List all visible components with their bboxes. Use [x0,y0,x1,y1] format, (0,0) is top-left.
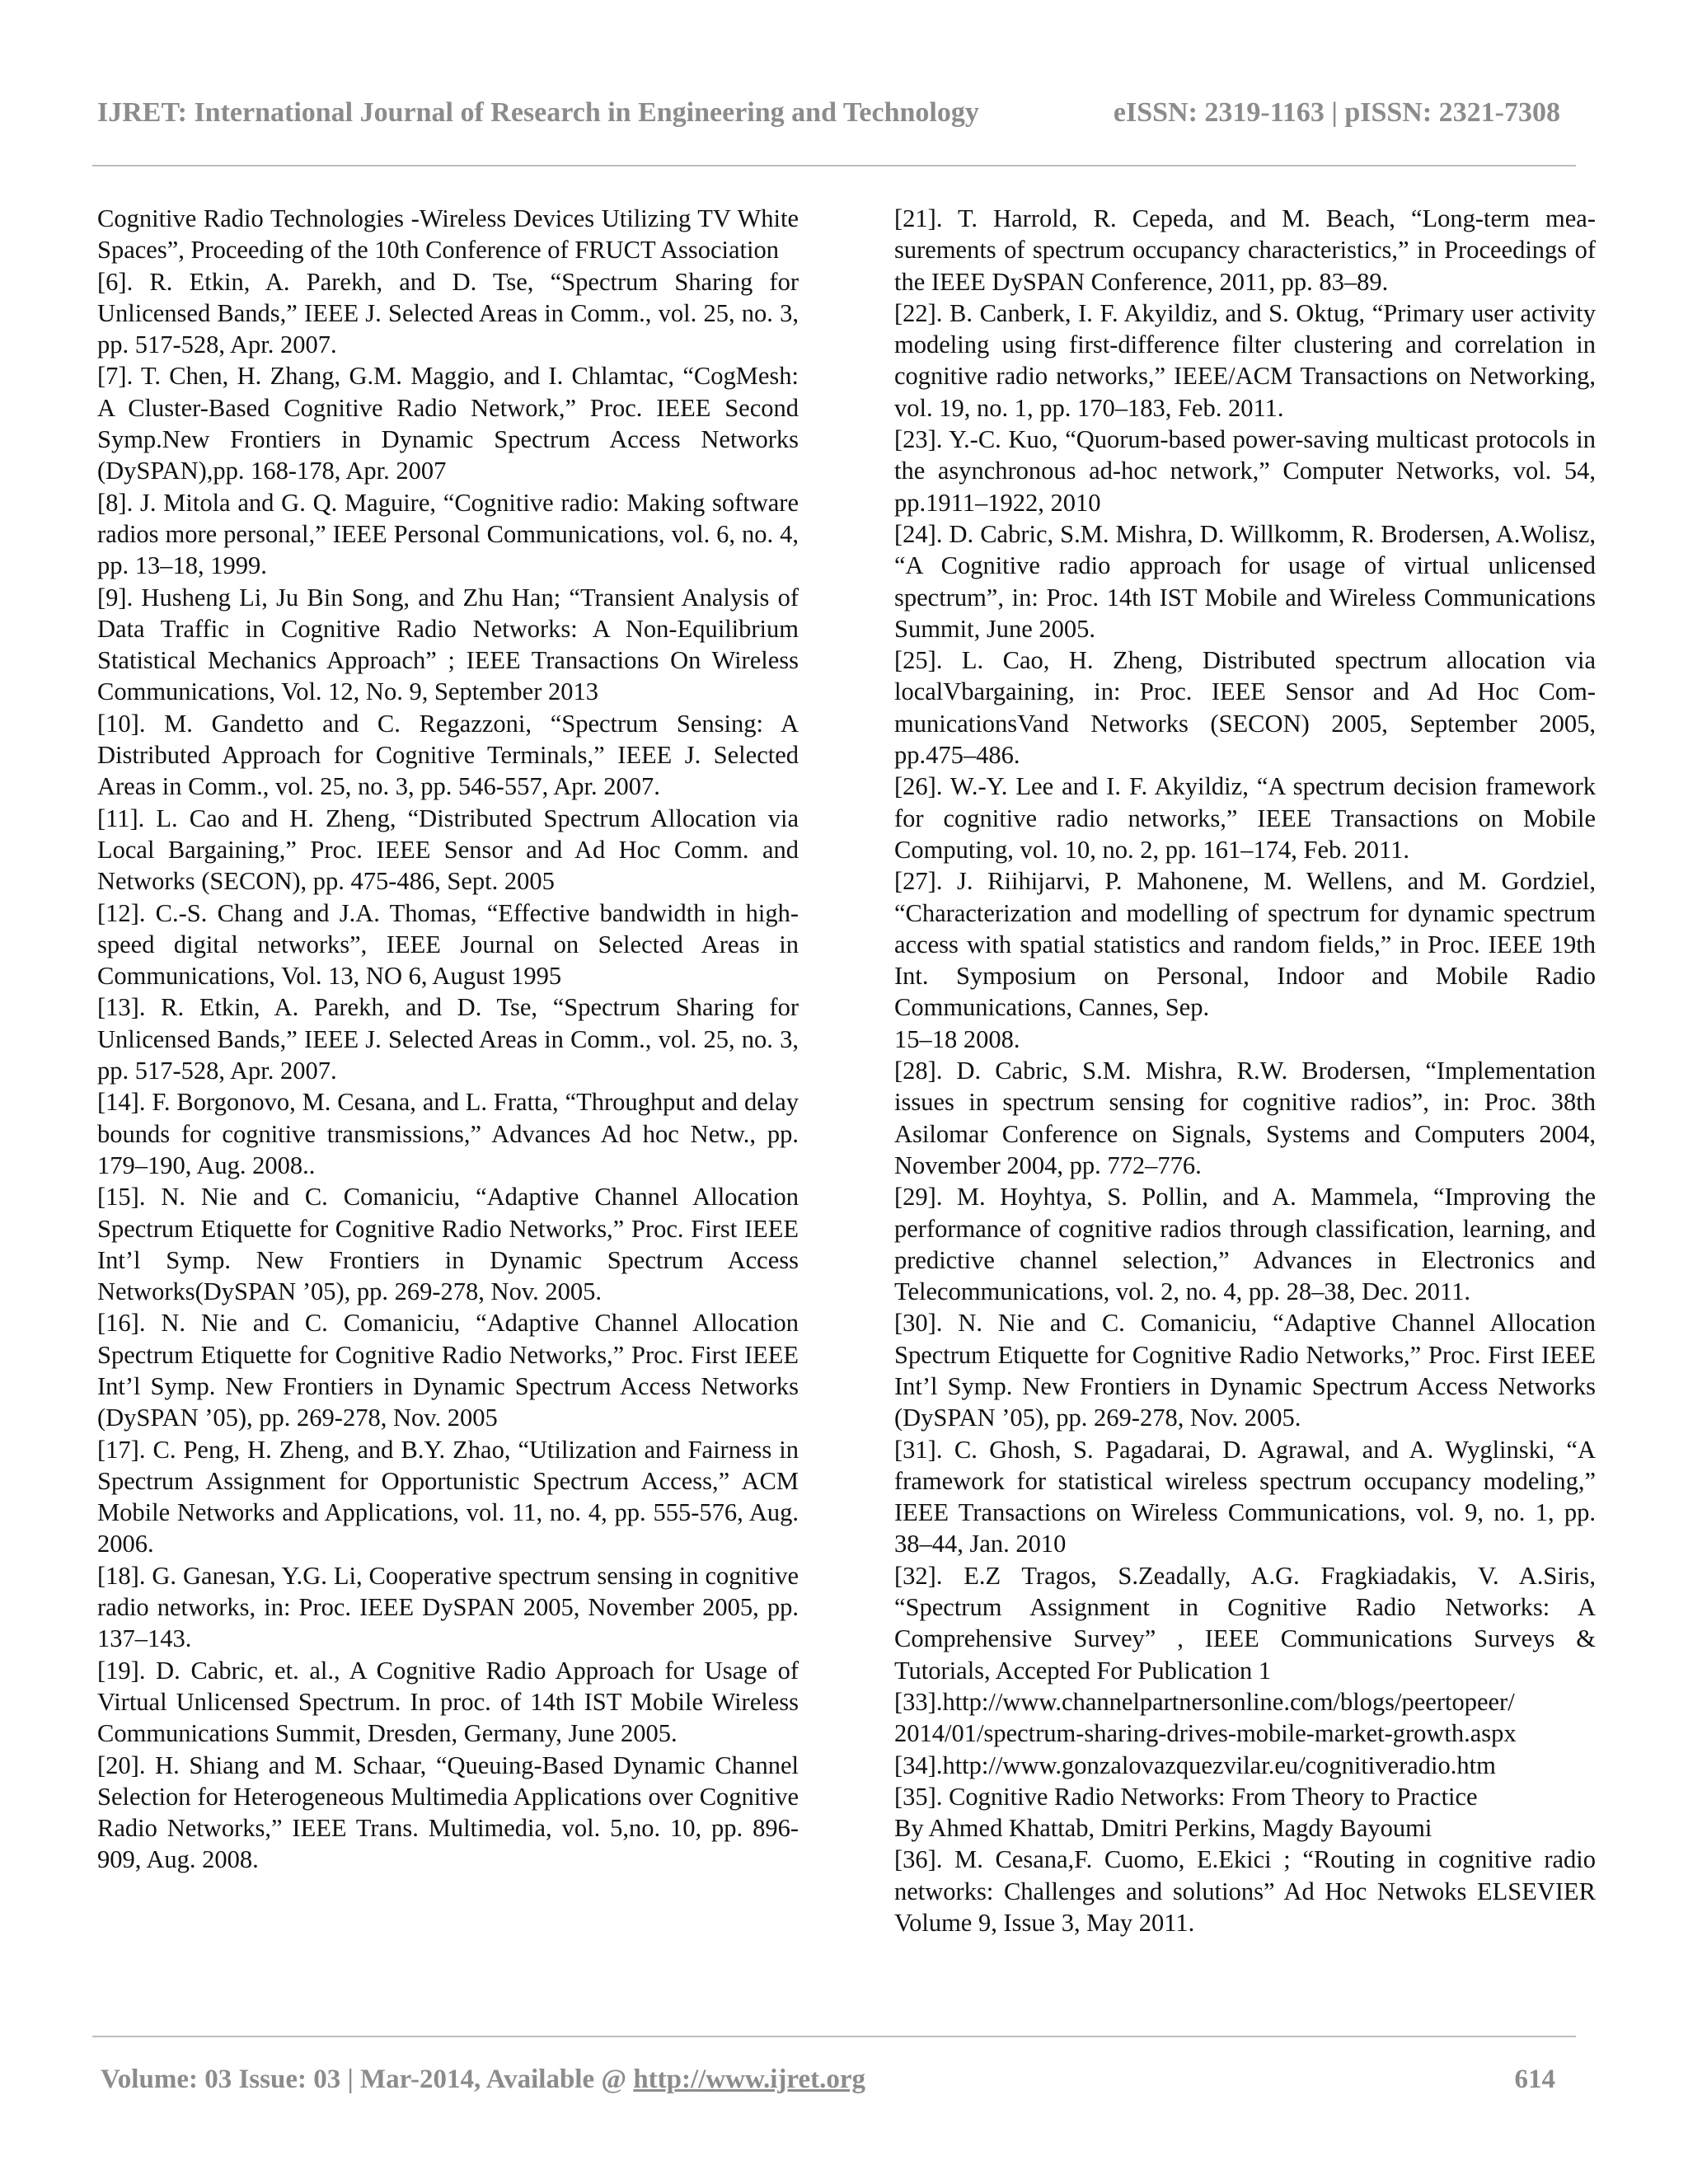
reference-item: [27]. J. Riihijarvi, P. Mahonene, M. Wellens, and M. Gordziel, “Characterization and modelling of spectrum for dynamic spectrum access with spatial statistics and random fields,” in Proc. IEEE 19th Int. Symposium on Personal, Indoor and Mobile Radio Communications, Cannes, Sep. [894,867,1596,1022]
reference-item: [19]. D. Cabric, et. al., A Cognitive Radio Approach for Usage of Virtual Unlicensed Spectrum. In proc. of 14th IST Mobile Wireless Communications Summit, Dresden, Germany, June 2005. [97,1656,799,1748]
reference-item: [30]. N. Nie and C. Comaniciu, “Adaptive Channel Allocation Spectrum Etiquette for Cognitive Radio Networks,” Proc. First IEEE Int’l Symp. New Frontiers in Dynamic Spectrum Access Networks (DySPAN ’05), pp. 269-278, Nov. 2005. [894,1309,1596,1432]
reference-item: [23]. Y.-C. Kuo, “Quorum-based power-saving multicast protocols in the asynchronous ad-hoc network,” Computer Networks, vol. 54, pp.1911–1922, 2010 [894,425,1596,517]
header-divider [92,165,1576,166]
reference-item: By Ahmed Khattab, Dmitri Perkins, Magdy Bayoumi [894,1814,1432,1843]
volume-text: Volume: 03 Issue: 03 | Mar-2014, Available @ [101,2064,634,2094]
reference-item: [34].http://www.gonzalovazquezvilar.eu/cognitiveradio.htm [894,1750,1496,1779]
reference-item: [22]. B. Canberk, I. F. Akyildiz, and S. Oktug, “Primary user activity modeling using first-difference filter clustering and correlation in cognitive radio networks,” IEEE/ACM Transactions on Networking, vol. 19, no. 1, pp. 170–183, Feb. 2011. [894,298,1596,422]
reference-item: [15]. N. Nie and C. Comaniciu, “Adaptive Channel Allocation Spectrum Etiquette for Cognitive Radio Networks,” Proc. First IEEE Int’l Symp. New Frontiers in Dynamic Spectrum Access Networks(DySPAN ’05), pp. 269-278, Nov. 2005. [97,1183,799,1306]
footer-divider [92,2036,1576,2037]
references-left-column [97,203,799,1876]
reference-item: [31]. C. Ghosh, S. Pagadarai, D. Agrawal, and A. Wyglinski, “A framework for statistical wireless spectrum occupancy modeling,” IEEE Transactions on Wireless Communications, vol. 9, no. 1, pp. 38–44, Jan. 2010 [894,1435,1596,1558]
reference-item: [32]. E.Z Tragos, S.Zeadally, A.G. Fragkiadakis, V. A.Siris, “Spectrum Assignment in Cognitive Radio Networks: A Comprehensive Survey” , IEEE Communications Surveys & Tutorials, Accepted For Publication 1 [894,1561,1596,1685]
reference-item: [36]. M. Cesana,F. Cuomo, E.Ekici ; “Routing in cognitive radio networks: Challenges and solutions” Ad Hoc Netwoks ELSEVIER Volume 9, Issue 3, May 2011. [894,1845,1596,1938]
reference-item: [6]. R. Etkin, A. Parekh, and D. Tse, “Spectrum Sharing for Unlicensed Bands,” IEEE J. Selected Areas in Comm., vol. 25, no. 3, pp. 517-528, Apr. 2007. [97,267,799,359]
reference-item: [7]. T. Chen, H. Zhang, G.M. Maggio, and I. Chlamtac, “CogMesh: A Cluster-Based Cognitive Radio Network,” Proc. IEEE Second Symp.New Frontiers in Dynamic Spectrum Access Networks (DySPAN),pp. 168-178, Apr. 2007 [97,362,799,485]
reference-item: Cognitive Radio Technologies -Wireless Devices Utilizing TV White Spaces”, Proceeding of the 10th Conference of FRUCT Association [97,204,799,265]
reference-item: [13]. R. Etkin, A. Parekh, and D. Tse, “Spectrum Sharing for Unlicensed Bands,” IEEE J. Selected Areas in Comm., vol. 25, no. 3, pp. 517-528, Apr. 2007. [97,993,799,1085]
reference-item: [16]. N. Nie and C. Comaniciu, “Adaptive Channel Allocation Spectrum Etiquette for Cognitive Radio Networks,” Proc. First IEEE Int’l Symp. New Frontiers in Dynamic Spectrum Access Networks (DySPAN ’05), pp. 269-278, Nov. 2005 [97,1309,799,1432]
reference-item: [25]. L. Cao, H. Zheng, Distributed spectrum allocation via localVbargaining, in: Proc. IEEE Sensor and Ad Hoc CommunicationsVand Networks (SECON) 2005, September 2005, pp.475–486. [894,646,1596,770]
reference-item: [35]. Cognitive Radio Networks: From Theory to Practice [894,1782,1478,1811]
reference-item: [33].http://www.channelpartnersonline.com/blogs/peertopeer/ 2014/01/spectrum-sharing-drives-mobile-market-growth.aspx [894,1687,1517,1748]
reference-item: [18]. G. Ganesan, Y.G. Li, Cooperative spectrum sensing in cognitive radio networks, in: Proc. IEEE DySPAN 2005, November 2005, pp. 137–143. [97,1561,799,1653]
issn-info: eISSN: 2319-1163 | pISSN: 2321-7308 [1113,97,1560,128]
reference-item: [14]. F. Borgonovo, M. Cesana, and L. Fratta, “Throughput and delay bounds for cognitive transmissions,” Advances Ad hoc Netw., pp. 179–190, Aug. 2008.. [97,1088,799,1179]
journal-link[interactable]: http://www.ijret.org [633,2064,865,2094]
reference-item: [11]. L. Cao and H. Zheng, “Distributed Spectrum Allocation via Local Bargaining,” Proc. IEEE Sensor and Ad Hoc Comm. and Networks (SECON), pp. 475-486, Sept. 2005 [97,804,799,896]
reference-item: [10]. M. Gandetto and C. Regazzoni, “Spectrum Sensing: A Distributed Approach for Cognitive Terminals,” IEEE J. Selected Areas in Comm., vol. 25, no. 3, pp. 546-557, Apr. 2007. [97,709,799,801]
reference-item: [29]. M. Hoyhtya, S. Pollin, and A. Mammela, “Improving the performance of cognitive radios through classification, learning, and predictive channel selection,” Advances in Electronics and Telecommunications, vol. 2, no. 4, pp. 28–38, Dec. 2011. [894,1183,1596,1306]
reference-item: [21]. T. Harrold, R. Cepeda, and M. Beach, “Long-term measurements of spectrum occupancy characteristics,” in Proceedings of the IEEE DySPAN Conference, 2011, pp. 83–89. [894,204,1596,296]
reference-item: [24]. D. Cabric, S.M. Mishra, D. Willkomm, R. Brodersen, A.Wolisz, “A Cognitive radio approach for usage of virtual unlicensed spectrum”, in: Proc. 14th IST Mobile and Wireless Communications Summit, June 2005. [894,519,1596,643]
volume-info [101,2064,865,2095]
reference-item: [12]. C.-S. Chang and J.A. Thomas, “Effective bandwidth in high-speed digital networks”, IEEE Journal on Selected Areas in Communications, Vol. 13, NO 6, August 1995 [97,898,799,991]
reference-item: [26]. W.-Y. Lee and I. F. Akyildiz, “A spectrum decision framework for cognitive radio networks,” IEEE Transactions on Mobile Computing, vol. 10, no. 2, pp. 161–174, Feb. 2011. [894,772,1596,864]
reference-item: [17]. C. Peng, H. Zheng, and B.Y. Zhao, “Utilization and Fairness in Spectrum Assignment for Opportunistic Spectrum Access,” ACM Mobile Networks and Applications, vol. 11, no. 4, pp. 555-576, Aug. 2006. [97,1435,799,1558]
reference-item: [8]. J. Mitola and G. Q. Maguire, “Cognitive radio: Making software radios more personal,” IEEE Personal Communications, vol. 6, no. 4, pp. 13–18, 1999. [97,488,799,580]
page-footer [101,2064,1555,2095]
reference-item: [20]. H. Shiang and M. Schaar, “Queuing-Based Dynamic Channel Selection for Heterogeneous Multimedia Applications over Cognitive Radio Networks,” IEEE Trans. Multimedia, vol. 5,no. 10, pp. 896-909, Aug. 2008. [97,1750,799,1874]
reference-item: [9]. Husheng Li, Ju Bin Song, and Zhu Han; “Transient Analysis of Data Traffic in Cognitive Radio Networks: A Non-Equilibrium Statistical Mechanics Approach” ; IEEE Transactions On Wireless Communications, Vol. 12, No. 9, September 2013 [97,583,799,706]
reference-item: [28]. D. Cabric, S.M. Mishra, R.W. Brodersen, “Implementation issues in spectrum sensing for cognitive radios”, in: Proc. 38th Asilomar Conference on Signals, Systems and Computers 2004, November 2004, pp. 772–776. [894,1057,1596,1179]
journal-title: IJRET: International Journal of Research in Engineering and Technology [97,97,979,128]
references-right-column [894,203,1596,1938]
reference-item: 15–18 2008. [894,1024,1020,1053]
page-header [97,97,1560,129]
page-number: 614 [1514,2064,1555,2094]
